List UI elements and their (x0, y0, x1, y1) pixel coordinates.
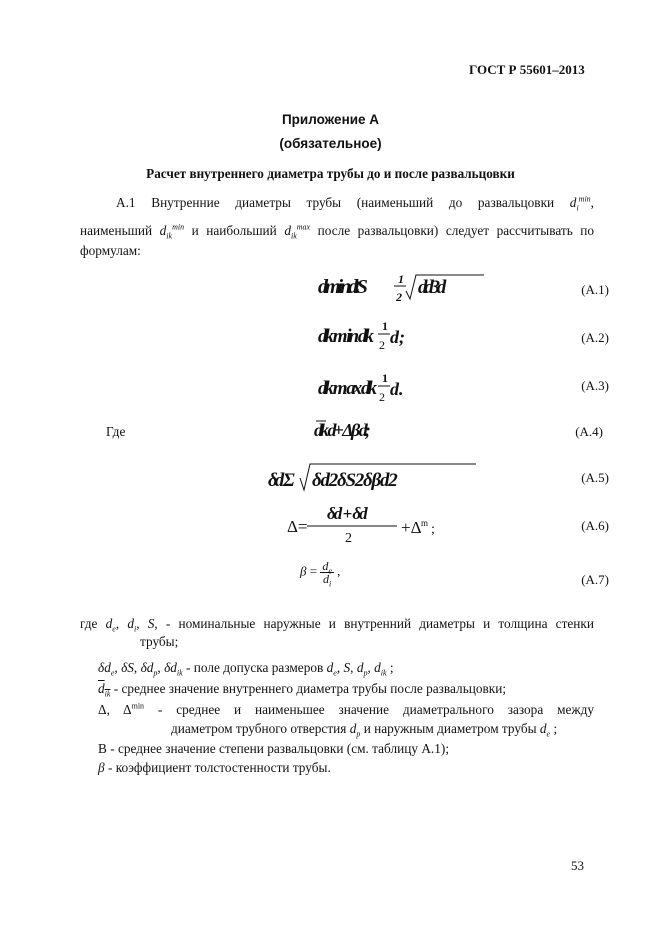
appendix-heading: Расчет внутреннего диаметра трубы до и после развальцовки (146, 166, 515, 181)
svg-text:2: 2 (379, 338, 385, 352)
formula-a1-image (316, 271, 486, 311)
formula-a3-number: (А.3) (581, 378, 609, 393)
appendix-status: (обязательное) (279, 136, 382, 151)
formula-a6-number: (А.6) (581, 518, 609, 533)
svg-text:;: ; (431, 522, 435, 537)
intro-line-2: наименьший $d_{ik}^{min}$ и наибольший $d_{ik}^{max}$ после развальцовки) следует рассчитывать по (80, 222, 595, 241)
svg-text:d d 3 d: d d 3 d (418, 277, 443, 298)
formula-a5-number: (А.5) (581, 470, 609, 485)
svg-text:2: 2 (396, 290, 399, 304)
formula-a4-lead: Где (106, 424, 126, 439)
d-ik-max-symbol: $d_{ik}^{max}$ (284, 222, 311, 241)
formula-a7: β = $\frac{d_e}{d_i}$ , (300, 559, 341, 589)
definition-1: где $d_e$, $d_i$, S, - номинальные наружные и внутренний диаметры и толщина стенки (80, 616, 594, 634)
formula-a6-image (285, 504, 445, 548)
svg-text:Δ=: Δ= (287, 517, 308, 536)
definition-5: В - среднее значение степени развальцовки (см. таблицу А.1); (98, 741, 450, 756)
svg-text:δd Σ: δd Σ (268, 470, 292, 491)
svg-text:dk d+ Δ β d;: dk d+ Δ β d; (314, 420, 368, 440)
svg-text:m: m (421, 518, 429, 528)
svg-text:d;: d; (390, 327, 405, 347)
definition-2: $\delta d_e$, δS, $\delta d_p$, $\delta d_{ik}$ - поле допуска размеров $d_e$, S, $d_p$, $d_{ik}$ ; (98, 660, 394, 678)
svg-text:1: 1 (382, 319, 388, 333)
svg-text:δ d 2 δ S 2 δ β d 2: δ d 2 δ S 2 δ β d 2 (312, 470, 395, 491)
formula-a1-number: (А.1) (581, 282, 609, 297)
formula-a4-number: (А.4) (575, 424, 603, 439)
appendix-title: Приложение А (281, 112, 380, 127)
svg-text:2: 2 (345, 531, 352, 544)
svg-text:1: 1 (382, 371, 388, 385)
definition-1-cont: трубы; (140, 634, 179, 649)
svg-text:dk m ax dk: dk m ax dk (318, 378, 375, 399)
svg-text:δd + δd: δd + δd (327, 504, 366, 523)
formula-a7-number: (А.7) (581, 572, 609, 587)
standard-header: ГОСТ Р 55601–2013 (469, 62, 585, 77)
intro-line-1: А.1 Внутренние диаметры трубы (наименьший до развальцовки $d_i^{min}$, (116, 194, 594, 213)
page-number: 53 (571, 858, 584, 873)
formula-a3-image (316, 370, 406, 410)
svg-text:+Δ: +Δ (401, 518, 422, 537)
d-ik-min-symbol: $d_{ik}^{min}$ (159, 222, 185, 241)
definition-3: $d_{ik}$ - среднее значение внутреннего диаметра трубы после развальцовки; (98, 681, 507, 699)
svg-text:dk m in dk: dk m in dk (318, 326, 371, 347)
intro-line-3: формулам: (80, 243, 141, 258)
formula-a4-image (312, 416, 416, 446)
definition-4: Δ, $\Delta^{min}$ - среднее и наименьшее значение диаметрального зазора между (98, 701, 595, 717)
svg-text:2: 2 (379, 390, 385, 404)
d-i-min-symbol: $d_i^{min}$ (569, 194, 591, 213)
formula-a5-image (266, 460, 480, 500)
formula-a2-number: (А.2) (581, 330, 609, 345)
formula-a2-image (316, 318, 406, 358)
definition-6: β - коэффициент толстостенности трубы. (98, 760, 331, 775)
svg-text:d m i n dt S: d m i n dt S (318, 276, 364, 298)
definition-4-cont: диаметром трубного отверстия $d_p$ и наружным диаметром трубы $d_e$ ; (171, 721, 558, 739)
svg-text:d.: d. (390, 379, 404, 399)
svg-text:1: 1 (398, 272, 401, 286)
